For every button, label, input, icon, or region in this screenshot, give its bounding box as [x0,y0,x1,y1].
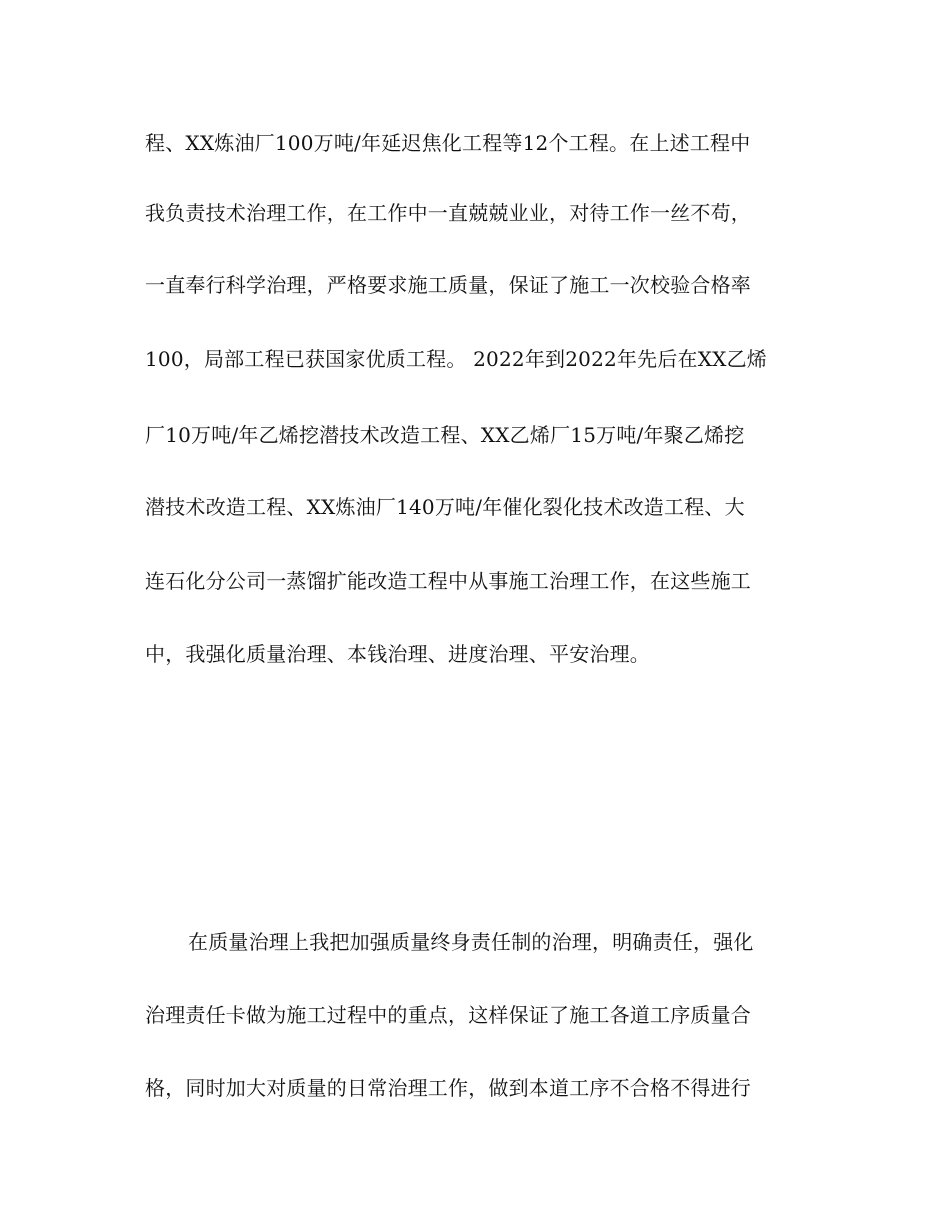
paragraph-1-line-3: 一直奉行科学治理，严格要求施工质量，保证了施工一次校验合格率 [145,273,751,297]
paragraph-1-line-2: 我负责技术治理工作，在工作中一直兢兢业业，对待工作一丝不苟， [145,201,751,225]
paragraph-2-line-3: 格，同时加大对质量的日常治理工作，做到本道工序不合格不得进行 [145,1076,751,1100]
paragraph-1-line-5: 厂10万吨/年乙烯挖潜技术改造工程、XX乙烯厂15万吨/年聚乙烯挖 [145,423,745,447]
paragraph-1-line-1: 程、XX炼油厂100万吨/年延迟焦化工程等12个工程。在上述工程中 [145,131,751,155]
paragraph-2-line-2: 治理责任卡做为施工过程中的重点，这样保证了施工各道工序质量合 [145,1003,751,1027]
paragraph-1-line-4: 100，局部工程已获国家优质工程。 2022年到2022年先后在XX乙烯 [145,347,768,371]
paragraph-1-line-7: 连石化分公司一蒸馏扩能改造工程中从事施工治理工作，在这些施工 [145,569,751,593]
paragraph-2-line-1: 在质量治理上我把加强质量终身责任制的治理，明确责任，强化 [188,930,754,954]
paragraph-1-line-8: 中，我强化质量治理、本钱治理、进度治理、平安治理。 [145,642,650,666]
paragraph-1-line-6: 潜技术改造工程、XX炼油厂140万吨/年催化裂化技术改造工程、大 [145,495,745,519]
